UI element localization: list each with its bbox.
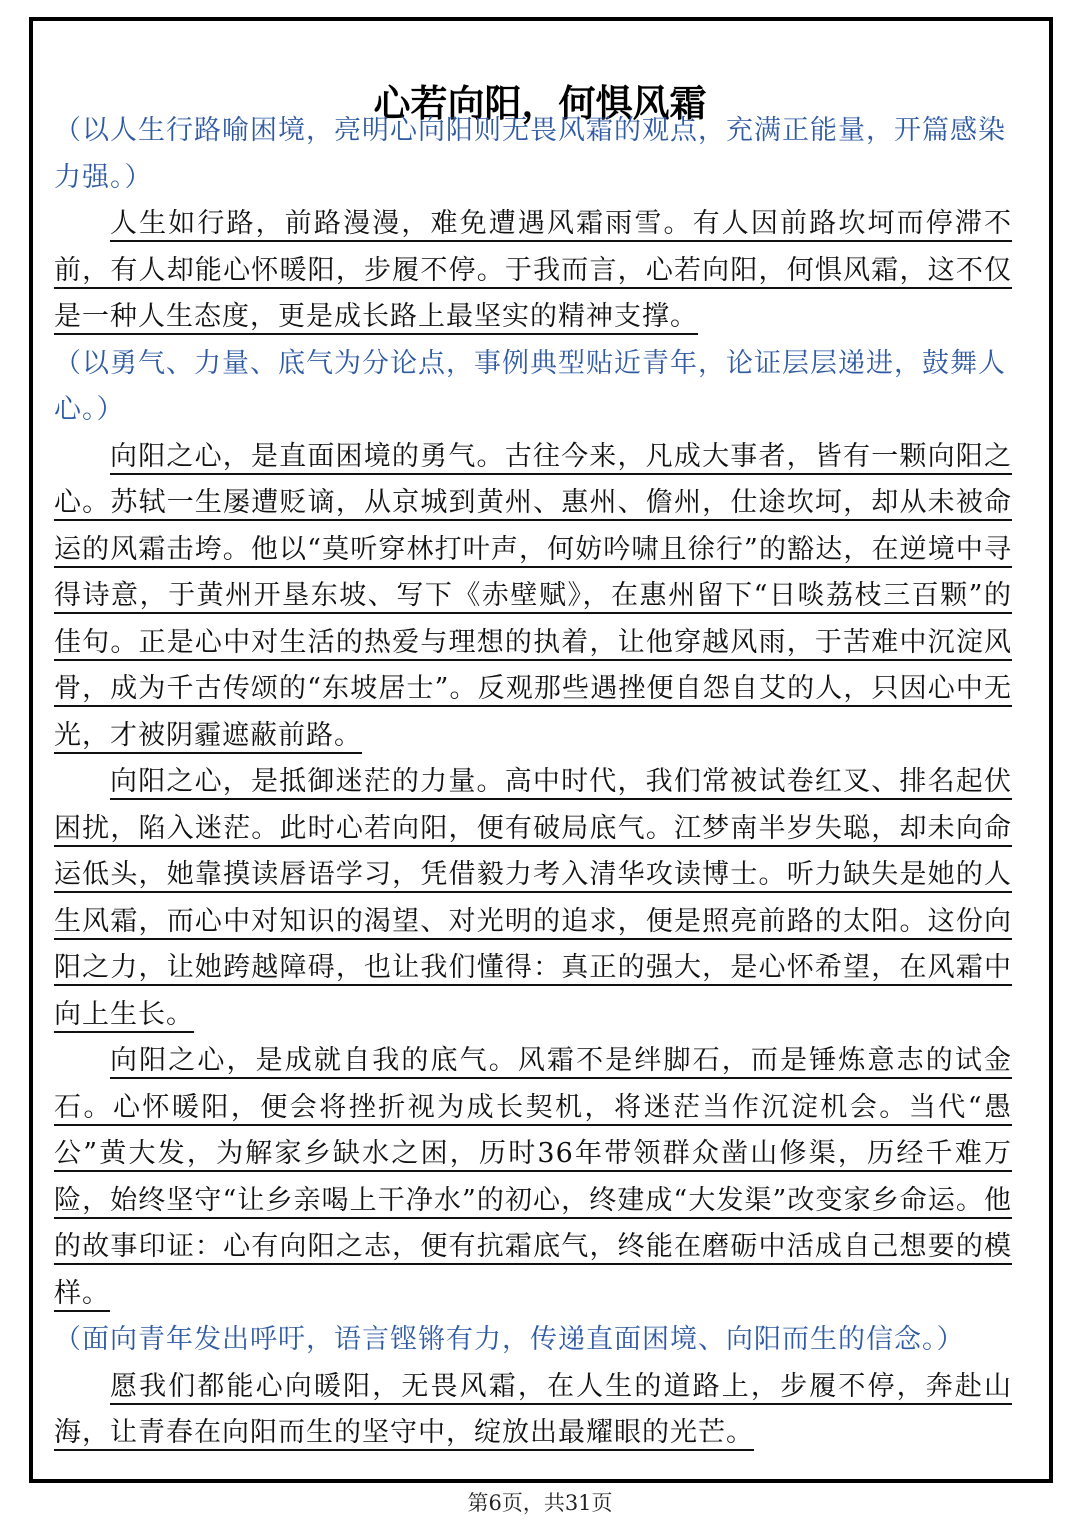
paragraph-opening-text: 人生如行路，前路漫漫，难免遭遇风霜雨雪。有人因前路坎坷而停滞不前，有人却能心怀暖阳，步履不停。于我而言，心若向阳，何惧风霜，这不仅是一种人生态度，更是成长路上最坚实的精神支撑。 <box>54 208 1012 332</box>
page-number: 第6页，共31页 <box>467 1491 613 1515</box>
paragraph-courage-text: 向阳之心，是直面困境的勇气。古往今来，凡成大事者，皆有一颗向阳之心。苏轼一生屡遭贬谪，从京城到黄州、惠州、儋州，仕途坎坷，却从未被命运的风霜击垮。他以“莫听穿林打叶声，何妨吟啸且徐行”的豁达，在逆境中寻得诗意，于黄州开垦东坡、写下《赤壁赋》，在惠州留下“日啖荔枝三百颗”的佳句。正是心中对生活的热爱与理想的执着，让他穿越风雨，于苦难中沉淀风骨，成为千古传颂的“东坡居士”。反观那些遇挫便自怨自艾的人，只因心中无光，才被阴霾遮蔽前路。 <box>54 440 1012 751</box>
paragraph-closing-text: 愿我们都能心向暖阳，无畏风霜，在人生的道路上，步履不停，奔赴山海，让青春在向阳而生的坚守中，绽放出最耀眼的光芒。 <box>54 1370 1012 1448</box>
paragraph-strength <box>54 759 1012 1038</box>
paragraph-strength-text: 向阳之心，是抵御迷茫的力量。高中时代，我们常被试卷红叉、排名起伏困扰，陷入迷茫。此时心若向阳，便有破局底气。江梦南半岁失聪，却未向命运低头，她靠摸读唇语学习，凭借毅力考入清华攻读博士。听力缺失是她的人生风霜，而心中对知识的渴望、对光明的追求，便是照亮前路的太阳。这份向阳之力，让她跨越障碍，也让我们懂得：真正的强大，是心怀希望，在风霜中向上生长。 <box>54 766 1012 1030</box>
commentary-conclusion: （面向青年发出呼吁，语言铿锵有力，传递直面困境、向阳而生的信念。） <box>54 1324 965 1355</box>
commentary-body: （以勇气、力量、底气为分论点，事例典型贴近青年，论证层层递进，鼓舞人心。） <box>54 347 1006 425</box>
paragraph-opening <box>54 201 1012 341</box>
essay-body <box>54 108 1012 1457</box>
essay-title: 心若向阳，何惧风霜 <box>373 81 707 125</box>
paragraph-courage <box>54 434 1012 760</box>
commentary-intro: （以人生行路喻困境，亮明心向阳则无畏风霜的观点，充满正能量，开篇感染力强。） <box>54 115 1006 193</box>
paragraph-confidence-text: 向阳之心，是成就自我的底气。风霜不是绊脚石，而是锤炼意志的试金石。心怀暖阳，便会将挫折视为成长契机，将迷茫当作沉淀机会。当代“愚公”黄大发，为解家乡缺水之困，历时36年带领群众凿山修渠，历经千难万险，始终坚守“让乡亲喝上干净水”的初心，终建成“大发渠”改变家乡命运。他的故事印证：心有向阳之志，便有抗霜底气，终能在磨砺中活成自己想要的模样。 <box>54 1045 1012 1309</box>
paragraph-confidence <box>54 1038 1012 1317</box>
paragraph-closing <box>54 1364 1012 1457</box>
